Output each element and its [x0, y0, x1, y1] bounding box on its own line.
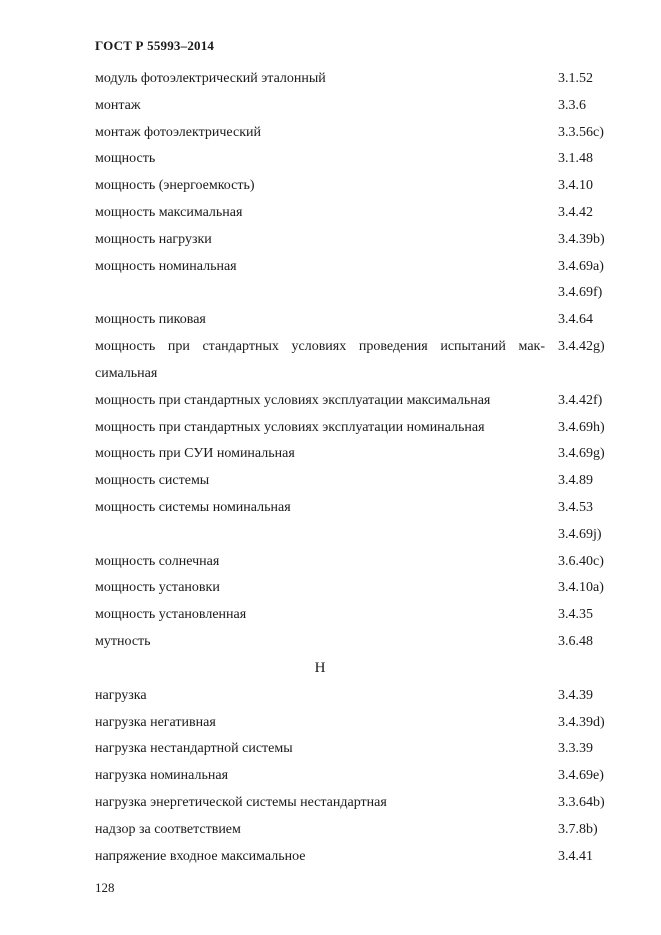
index-ref: 3.4.69h)	[558, 420, 605, 435]
index-term: мощность при стандартных условиях эксплуатации номинальная	[95, 420, 485, 435]
index-entry	[95, 792, 615, 814]
index-term: нагрузка нестандартной системы	[95, 741, 293, 756]
index-entry	[95, 551, 615, 573]
index-entry	[95, 202, 615, 224]
index-ref: 3.3.64b)	[558, 795, 605, 810]
index-ref: 3.4.39	[558, 688, 593, 703]
index-ref: 3.6.40c)	[558, 554, 604, 569]
index-ref: 3.4.35	[558, 607, 593, 622]
index-term: мощность системы	[95, 473, 210, 488]
index-entry	[95, 712, 615, 734]
index-entry	[95, 417, 615, 439]
document-header: ГОСТ Р 55993–2014	[95, 38, 215, 53]
index-entry	[95, 336, 615, 358]
index-entry	[95, 390, 615, 412]
index-term: нагрузка номинальная	[95, 768, 229, 783]
index-ref: 3.4.10	[558, 178, 593, 193]
index-entry	[95, 148, 615, 170]
index-entry	[95, 95, 615, 117]
index-entry	[95, 846, 615, 868]
index-ref: 3.4.69e)	[558, 768, 604, 783]
index-ref: 3.4.69j)	[558, 527, 602, 542]
index-term: симальная	[95, 366, 158, 381]
index-entry	[95, 175, 615, 197]
index-term: мощность номинальная	[95, 259, 237, 274]
index-entry	[95, 229, 615, 251]
index-ref: 3.4.53	[558, 500, 593, 515]
index-ref: 3.4.41	[558, 849, 593, 864]
index-ref: 3.4.42	[558, 205, 593, 220]
index-term: мощность системы номинальная	[95, 500, 291, 515]
index-term: мощность солнечная	[95, 554, 220, 569]
index-entry	[95, 497, 615, 519]
index-term: мощность максимальная	[95, 205, 243, 220]
index-ref: 3.4.89	[558, 473, 593, 488]
index-term: мощность при стандартных условиях проведения испытаний мак-	[95, 339, 545, 354]
index-entry	[95, 470, 615, 492]
index-entry	[95, 577, 615, 599]
index-term: монтаж	[95, 98, 141, 113]
index-ref: 3.7.8b)	[558, 822, 598, 837]
index-term: мощность при стандартных условиях эксплуатации максимальная	[95, 393, 491, 408]
index-term: мутность	[95, 634, 151, 649]
index-ref: 3.6.48	[558, 634, 593, 649]
index-ref: 3.4.69f)	[558, 285, 603, 300]
index-entry	[95, 524, 615, 546]
index-term: мощность нагрузки	[95, 232, 212, 247]
index-entry-continuation	[95, 363, 615, 385]
index-entry	[95, 685, 615, 707]
index-ref: 3.1.52	[558, 71, 593, 86]
index-entry	[95, 765, 615, 787]
index-term: мощность	[95, 151, 156, 166]
index-term: нагрузка негативная	[95, 715, 216, 730]
index-entry	[95, 282, 615, 304]
index-ref: 3.3.39	[558, 741, 593, 756]
index-term: монтаж фотоэлектрический	[95, 125, 261, 140]
index-term: нагрузка энергетической системы нестандартная	[95, 795, 387, 810]
index-ref: 3.4.42f)	[558, 393, 603, 408]
index-term: мощность установленная	[95, 607, 247, 622]
index-term: мощность установки	[95, 580, 220, 595]
index-entry	[95, 443, 615, 465]
index-entry	[95, 631, 615, 653]
index-entry	[95, 68, 615, 90]
index-term: мощность (энергоемкость)	[95, 178, 255, 193]
index-entry	[95, 604, 615, 626]
index-entry	[95, 309, 615, 331]
index-term: надзор за соответствием	[95, 822, 241, 837]
index-term: модуль фотоэлектрический эталонный	[95, 71, 326, 86]
page-number: 128	[95, 880, 115, 895]
index-entry	[95, 738, 615, 760]
index-entry	[95, 256, 615, 278]
index-ref: 3.4.39b)	[558, 232, 605, 247]
index-ref: 3.4.10a)	[558, 580, 604, 595]
section-letter-heading: Н	[314, 660, 326, 676]
index-entry	[95, 122, 615, 144]
index-ref: 3.4.42g)	[558, 339, 605, 354]
index-ref: 3.4.64	[558, 312, 593, 327]
index-ref: 3.4.69g)	[558, 446, 605, 461]
index-entry	[95, 819, 615, 841]
index-term: мощность пиковая	[95, 312, 206, 327]
index-ref: 3.3.6	[558, 98, 586, 113]
index-term: нагрузка	[95, 688, 147, 703]
index-ref: 3.3.56c)	[558, 125, 604, 140]
index-ref: 3.4.69a)	[558, 259, 604, 274]
index-ref: 3.4.39d)	[558, 715, 605, 730]
index-ref: 3.1.48	[558, 151, 593, 166]
index-term: напряжение входное максимальное	[95, 849, 306, 864]
index-term: мощность при СУИ номинальная	[95, 446, 295, 461]
